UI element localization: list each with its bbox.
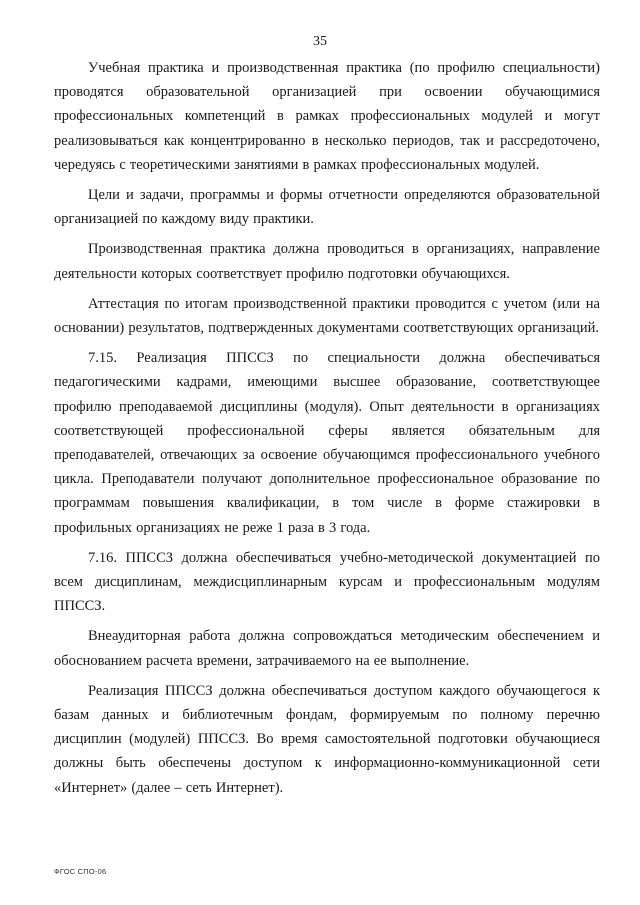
paragraph-extracurricular-work: Внеаудиторная работа должна сопровождаться методическим обеспечением и обоснованием расчета времени, затрачиваемого на ее выполнение. [54, 628, 600, 669]
paragraph-library-access: Реализация ППССЗ должна обеспечиваться доступом каждого обучающегося к базам данных и библиотечным фондам, формируемым по полному перечню дисциплин (модулей) ППССЗ. Во время самостоятельной подготовки обучающиеся должны быть обеспечены доступом к информационно-коммуникационной сети «Интернет» (далее – сеть Интернет). [54, 682, 600, 796]
footer-standard-code: ФГОС СПО-06 [54, 867, 107, 876]
paragraph-practice-goals: Цели и задачи, программы и формы отчетности определяются образовательной организацией по каждому виду практики. [54, 187, 600, 228]
paragraph-section-7-15: 7.15. Реализация ППССЗ по специальности должна обеспечиваться педагогическими кадрами, имеющими высшее образование, соответствующее профилю преподаваемой дисциплины (модуля). Опыт деятельности в организациях соответствующей профессиональной сферы является обязательным для преподавателей, отвечающих за освоение обучающимся профессионального учебного цикла. Преподаватели получают дополнительное профессиональное образование по программам повышения квалификации, в том числе в форме стажировки в профильных организациях не реже 1 раза в 3 года. [54, 350, 600, 536]
paragraph-practice-organization: Учебная практика и производственная практика (по профилю специальности) проводятся образовательной организацией при освоении обучающимися профессиональных компетенций в рамках профессиональных модулей и могут реализовываться как концентрированно в несколько периодов, так и рассредоточено, чередуясь с теоретическими занятиями в рамках профессиональных модулей. [54, 60, 600, 173]
paragraph-practice-attestation: Аттестация по итогам производственной практики проводится с учетом (или на основании) результатов, подтвержденных документами соответствующих организаций. [54, 295, 600, 337]
paragraph-section-7-16: 7.16. ППССЗ должна обеспечиваться учебно-методической документацией по всем дисциплинам, междисциплинарным курсам и профессиональным модулям ППССЗ. [54, 549, 600, 615]
document-body [54, 56, 600, 806]
paragraph-production-practice: Производственная практика должна проводиться в организациях, направление деятельности которых соответствует профилю подготовки обучающихся. [54, 241, 600, 282]
page-number: 35 [313, 34, 327, 49]
